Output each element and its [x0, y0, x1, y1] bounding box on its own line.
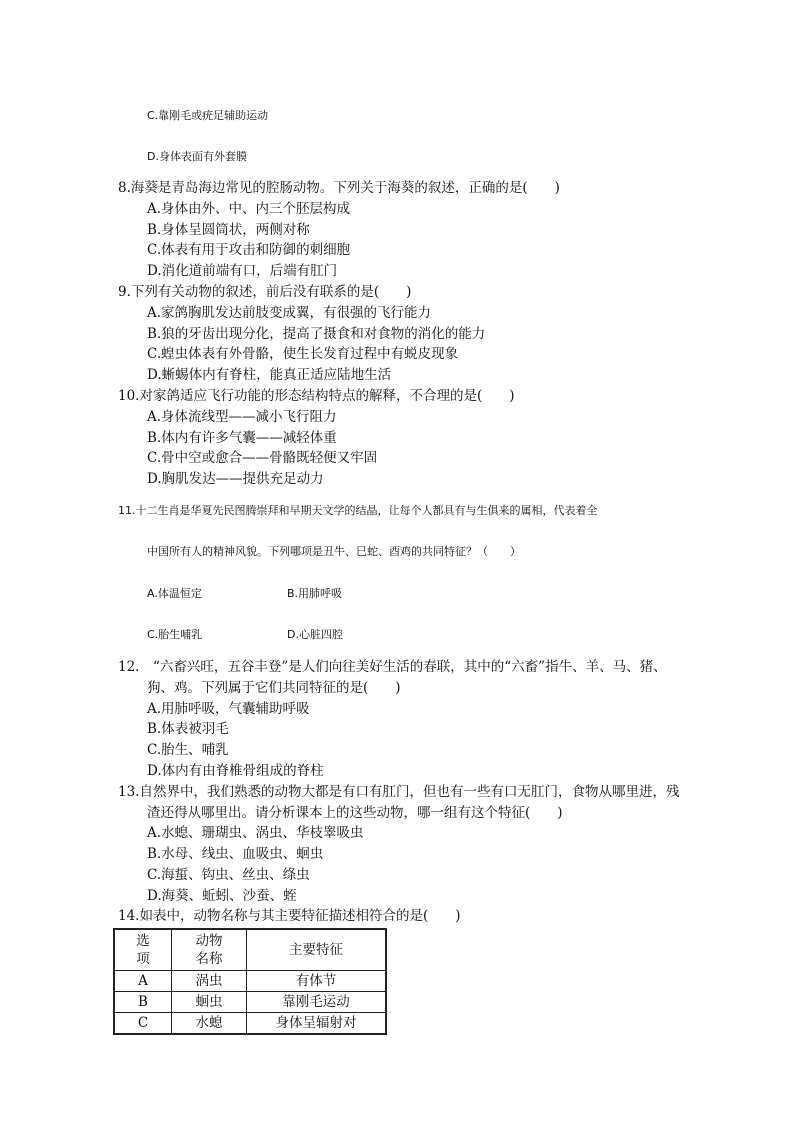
q13-stem-line1: 13.自然界中，我们熟悉的动物大都是有口有肛门，但也有一些有口无肛门，食物从哪里进，残: [118, 784, 680, 800]
q12-option-d: D.体内有由脊椎骨组成的脊柱: [147, 763, 324, 779]
table-row: [114, 992, 386, 1013]
header-main-feature: 主要特征: [247, 929, 387, 971]
cell-option: C: [114, 1013, 172, 1035]
q7-option-c: C.靠刚毛或疣足辅助运动: [147, 109, 269, 122]
q8-option-c: C.体表有用于攻击和防御的刺细胞: [147, 242, 351, 258]
q8-option-d: D.消化道前端有口，后端有肛门: [147, 263, 338, 279]
q11-option-c: C.胎生哺乳: [147, 628, 203, 641]
header-animal-name: 动物 名称: [172, 929, 247, 971]
q8-option-b: B.身体呈圆筒状，两侧对称: [147, 222, 310, 238]
q7-option-d: D.身体表面有外套膜: [147, 150, 247, 163]
cell-animal: 水螅: [172, 1013, 247, 1035]
q13-stem-line2: 渣还得从哪里出。请分析课本上的这些动物，哪一组有这个特征( ): [147, 805, 563, 821]
q9-stem: 9.下列有关动物的叙述，前后没有联系的是( ): [118, 284, 412, 300]
q10-option-d: D.胸肌发达——提供充足动力: [147, 471, 324, 487]
q11-stem-line1: 11.十二生肖是华夏先民图腾崇拜和早期天文学的结晶，让每个人都具有与生俱来的属相，代表着全: [118, 504, 598, 517]
cell-feature: 身体呈辐射对: [247, 1013, 387, 1035]
q13-option-c: C.海蜇、钩虫、丝虫、绦虫: [147, 867, 310, 883]
q9-option-c: C.蝗虫体表有外骨骼，使生长发育过程中有蜕皮现象: [147, 346, 459, 362]
table-header-row: [114, 929, 386, 971]
cell-animal: 涡虫: [172, 971, 247, 992]
q14-stem: 14.如表中，动物名称与其主要特征描述相符合的是( ): [118, 908, 461, 924]
q8-stem: 8.海葵是青岛海边常见的腔肠动物。下列关于海葵的叙述，正确的是( ): [118, 180, 560, 196]
q9-option-b: B.狼的牙齿出现分化，提高了摄食和对食物的消化的能力: [147, 326, 486, 342]
q8-option-a: A.身体由外、中、内三个胚层构成: [147, 201, 351, 217]
header-option: 选 项: [114, 929, 172, 971]
cell-option: B: [114, 992, 172, 1013]
q11-option-d: D.心脏四腔: [287, 628, 343, 641]
q10-option-a: A.身体流线型——减小飞行阻力: [147, 409, 337, 425]
q9-option-a: A.家鸽胸肌发达前肢变成翼，有很强的飞行能力: [147, 305, 432, 321]
q11-stem-line2: 中国所有人的精神风貌。下列哪项是丑牛、巳蛇、酉鸡的共同特征？（ ）: [147, 545, 521, 558]
q10-stem: 10.对家鸽适应飞行功能的形态结构特点的解释，不合理的是( ): [118, 388, 515, 404]
q14-table: [113, 928, 387, 1035]
q13-option-d: D.海葵、蚯蚓、沙蚕、蛭: [147, 888, 297, 904]
q12-option-a: A.用肺呼吸，气囊辅助呼吸: [147, 701, 310, 717]
q13-option-b: B.水母、线虫、血吸虫、蛔虫: [147, 846, 324, 862]
cell-feature: 有体节: [247, 971, 387, 992]
cell-option: A: [114, 971, 172, 992]
q12-stem-line2: 狗、鸡。下列属于它们共同特征的是( ): [147, 680, 401, 696]
q13-option-a: A.水螅、珊瑚虫、涡虫、华枝睾吸虫: [147, 825, 364, 841]
q12-option-b: B.体表被羽毛: [147, 721, 229, 737]
q11-option-a: A.体温恒定: [147, 587, 202, 600]
cell-animal: 蛔虫: [172, 992, 247, 1013]
table-row: [114, 971, 386, 992]
q10-option-b: B.体内有许多气囊——减轻体重: [147, 430, 337, 446]
q9-option-d: D.蜥蜴体内有脊柱，能真正适应陆地生活: [147, 367, 392, 383]
q12-option-c: C.胎生、哺乳: [147, 742, 229, 758]
q12-stem-line1: 12. “六畜兴旺，五谷丰登”是人们向往美好生活的春联，其中的“六畜”指牛、羊、马、猪、: [118, 659, 667, 675]
q11-option-b: B.用肺呼吸: [287, 587, 343, 600]
q10-option-c: C.骨中空或愈合——骨骼既轻便又牢固: [147, 450, 378, 466]
cell-feature: 靠刚毛运动: [247, 992, 387, 1013]
table-row: [114, 1013, 386, 1035]
